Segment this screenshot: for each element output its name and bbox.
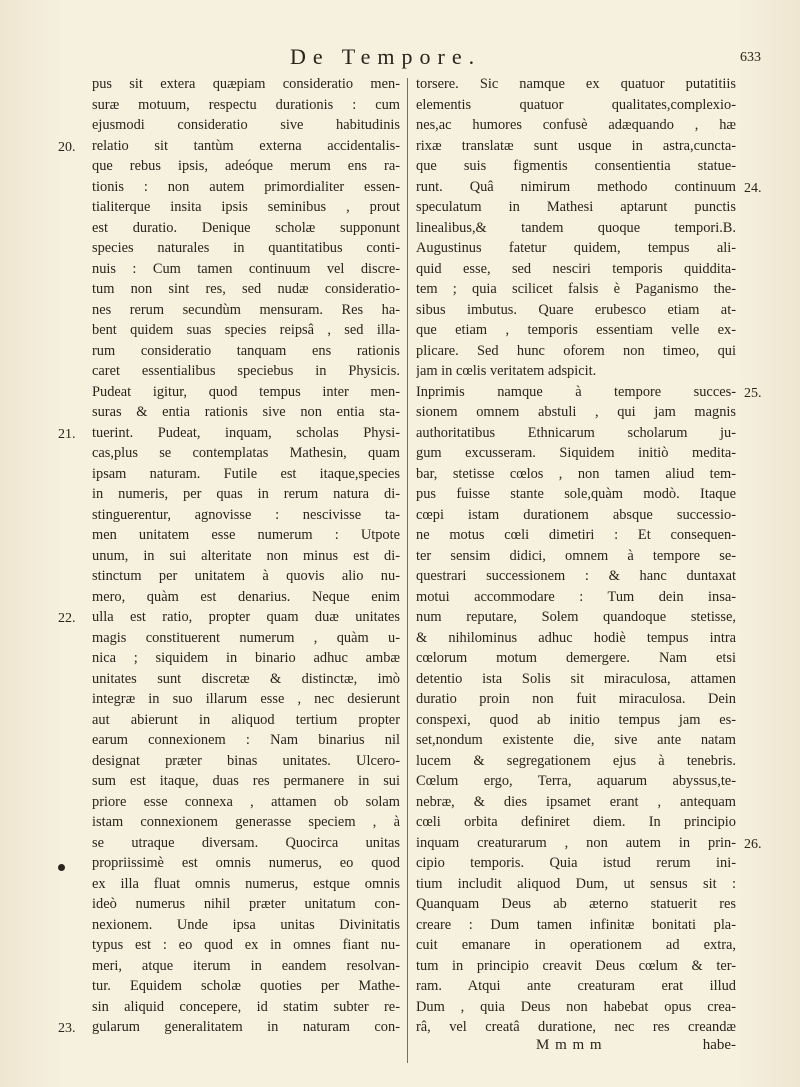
left-column-line: se utraque diversam. Quocirca unitas — [92, 834, 400, 851]
right-column-line: cœlorum motum demergere. Nam etsi — [416, 650, 736, 666]
right-column-line: authoritatibus Ethnicarum scholarum ju- — [416, 424, 736, 441]
left-column-line: unum, in sui alteritate non minus est di- — [92, 547, 400, 564]
right-column-line: lucem & segregationem ejus à tenebris. — [416, 752, 736, 769]
right-column-line: Cœlum ergo, Terra, aquarum abyssus,te- — [416, 773, 736, 789]
left-column-line: in numeris, per quas in rerum natura di- — [92, 486, 400, 502]
right-column-line: plicare. Sed hunc oforem non timeo, qui — [416, 342, 736, 359]
left-column-line: suræ motuum, respectu durationis : cum — [92, 96, 400, 113]
right-column-line: bar, stetisse cœlos , non tamen aliud tem- — [416, 465, 736, 482]
left-column-line: nexionem. Unde ipsa unitas Divinitatis — [92, 916, 400, 933]
right-column-line: nebræ, & dies ipsamet erant , antequam — [416, 793, 736, 810]
right-column-line: ne motus cœli dimetiri : Et consequen- — [416, 527, 736, 543]
margin-number-22: 22. — [58, 611, 76, 626]
left-text-column — [92, 74, 400, 1038]
left-column-line: nuis : Cum tamen continuum vel discre- — [92, 260, 400, 277]
right-text-column — [416, 74, 736, 1038]
right-column-line: duratio proin non fuit miraculosa. Dein — [416, 691, 736, 707]
right-column-line: cœpi istam durationem absque successio- — [416, 506, 736, 523]
right-column-line: Quanquam Deus ab æterno statuerit res — [416, 896, 736, 912]
right-column-line: tum in principio creavit Deus cœlum & ter- — [416, 957, 736, 974]
right-column-line: inquam creaturarum , non autem in prin- — [416, 834, 736, 851]
column-divider — [407, 78, 408, 1063]
right-column-line: sionem omnem abstuli , qui jam magnis — [416, 404, 736, 420]
right-column-line: Inprimis namque à tempore succes- — [416, 383, 736, 400]
left-column-line: magis constituerent numerum , quàm u- — [92, 629, 400, 646]
right-column-line: gum excusseram. Siquidem initiò medita- — [416, 445, 736, 461]
right-column-line: quid esse, sed nesciri temporis quiddita- — [416, 260, 736, 277]
right-column-line: jam in cœlis veritatem adspicit. — [416, 363, 597, 379]
left-column-line: caret essentialibus speciebus in Physicis. — [92, 363, 400, 379]
left-column-line: tur. Equidem scholæ quoties per Mathe- — [92, 978, 400, 994]
left-column-line: suras & entia rationis sive non entia sta- — [92, 404, 400, 420]
right-column-line: elementis quatuor qualitates,complexio- — [416, 96, 736, 113]
margin-number-24: 24. — [744, 181, 762, 196]
left-column-line: tialiterque insita ipsis seminibus , prout — [92, 199, 400, 215]
signature-mark: M m m m — [536, 1037, 603, 1053]
right-column-line: tium includit aliquod Dum, ut sensus sit : — [416, 875, 736, 892]
right-column-line: cipio temporis. Quia istud rerum ini- — [416, 855, 736, 871]
right-column-line: tem ; quia scilicet falsis è Paganismo the- — [416, 281, 736, 297]
left-column-line: ulla est ratio, propter quam duæ unitates — [92, 609, 400, 625]
right-column-line: ter sensim didici, omnem à tempore se- — [416, 547, 736, 564]
margin-number-20: 20. — [58, 140, 76, 155]
running-title: De Tempore. — [290, 44, 482, 69]
right-column-line: pus fuisse stante sole,quàm modò. Itaque — [416, 486, 736, 502]
margin-number-25: 25. — [744, 386, 762, 401]
right-column-line: detentio ista Solis sit miraculosa, attamen — [416, 670, 736, 687]
left-column-line: mero, quàm est denarius. Neque enim — [92, 588, 400, 605]
right-column-line: torsere. Sic namque ex quatuor putatitiis — [416, 76, 736, 92]
right-column-line: motui accommodare : Tum dein insa- — [416, 588, 736, 605]
right-column-line: que suis figmentis consentientia statue- — [416, 158, 736, 174]
right-column-line: questrari successionem : & hanc duntaxat — [416, 568, 736, 584]
left-column-line: men unitatem esse numerum : Utpote — [92, 527, 400, 543]
right-column-line: linealibus,& tandem quoque tempori.B. — [416, 219, 736, 236]
left-column-line: pus sit extera quæpiam consideratio men- — [92, 76, 400, 92]
left-column-line: cas,plus se contemplatas Mathesin, quam — [92, 445, 400, 461]
left-column-line: meri, atque iterum in eandem resolvan- — [92, 957, 400, 974]
left-column-line: aut abierunt in aliquod tertium propter — [92, 711, 400, 728]
ink-blot — [58, 864, 65, 871]
left-column-line: bent quidem suas species reipsâ , sed illa- — [92, 322, 400, 338]
right-column-line: ram. Atqui ante creaturam erat illud — [416, 978, 736, 994]
left-column-line: earum connexionem : Nam binarius nil — [92, 732, 400, 748]
right-column-line: nes,ac humores confusè adæquando , hæ — [416, 117, 736, 133]
left-column-line: ipsam naturam. Futile est itaque,species — [92, 465, 400, 482]
left-column-line: gularum generalitatem in naturam con- — [92, 1019, 400, 1035]
left-column-line: rum consideratio tanquam ens rationis — [92, 342, 400, 359]
left-column-line: nes rerum secundùm mensuram. Res ha- — [92, 301, 400, 318]
right-column-line: que etiam , temporis essentiam velle ex- — [416, 322, 736, 338]
left-column-line: nica ; siquidem in binario adhuc ambæ — [92, 650, 400, 666]
margin-number-21: 21. — [58, 427, 76, 442]
catchword-line — [416, 1037, 736, 1059]
right-column-line: runt. Quâ nimirum methodo continuum — [416, 178, 736, 195]
left-column-line: istam connexionem generasse speciem , à — [92, 814, 400, 830]
left-column-line: typus est : eo quod ex in omnes fiant nu- — [92, 937, 400, 953]
right-column-line: num reputare, Solem quandoque stetisse, — [416, 609, 736, 625]
left-column-line: tuerint. Pudeat, inquam, scholas Physi- — [92, 424, 400, 441]
margin-number-23: 23. — [58, 1021, 76, 1036]
right-column-line: conspexi, quod ab initio tempus jam es- — [416, 711, 736, 728]
margin-number-26: 26. — [744, 837, 762, 852]
right-column-line: Dum , quia Deus non habebat opus crea- — [416, 998, 736, 1015]
left-column-line: sum est itaque, duas res permanere in sui — [92, 773, 400, 789]
right-column-line: râ, vel creatâ duratione, nec res creandæ — [416, 1019, 736, 1035]
left-column-line: sin aliquid concepere, id statim subter re- — [92, 998, 400, 1015]
right-column-line: rixæ translatæ sunt usque in astra,cuncta- — [416, 137, 736, 154]
left-column-line: relatio sit tantùm externa accidentalis- — [92, 137, 400, 154]
left-column-line: unitates sunt discretæ & distinctæ, imò — [92, 670, 400, 687]
right-column-line: & nihilominus adhuc hodiè tempus intra — [416, 629, 736, 646]
left-column-line: tionis : non autem primordialiter essen- — [92, 178, 400, 195]
right-column-line: speculatum in Mathesi aptarunt punctis — [416, 199, 736, 215]
left-column-line: est duratio. Denique scholæ supponunt — [92, 219, 400, 236]
left-column-line: designat præter binas unitates. Ulcero- — [92, 752, 400, 769]
left-column-line: tum non sint res, sed nudæ consideratio- — [92, 281, 400, 297]
right-column-line: cœli orbita definiret diem. In principio — [416, 814, 736, 830]
left-column-line: integræ in suo illarum esse , nec desierunt — [92, 691, 400, 707]
page-number: 633 — [740, 50, 761, 65]
right-column-line: sibus imbutus. Quare erubesco etiam at- — [416, 301, 736, 318]
left-column-line: stinguerentur, agnovisse : nescivisse ta- — [92, 506, 400, 523]
left-column-line: ex illa fluat omnis numerus, estque omnis — [92, 875, 400, 892]
right-column-line: set,nondum existente die, sive ante natam — [416, 732, 736, 748]
right-column-line: cuit emanare in operationem ad extra, — [416, 937, 736, 953]
left-column-line: Pudeat igitur, quod tempus inter men- — [92, 383, 400, 400]
left-column-line: species naturales in quantitatibus conti- — [92, 240, 400, 256]
left-column-line: stinctum per unitatem à quovis alio nu- — [92, 568, 400, 584]
left-column-line: que rebus ipsis, adeóque merum ens ra- — [92, 158, 400, 174]
catchword: habe- — [702, 1037, 736, 1053]
left-column-line: propriissimè est omnis numerus, eo quod — [92, 855, 400, 871]
left-column-line: ejusmodi consideratio sive habitudinis — [92, 117, 400, 133]
right-column-line: Augustinus fatetur quidem, tempus ali- — [416, 240, 736, 256]
page-header — [0, 44, 800, 74]
left-column-line: priore esse connexa , attamen ob solam — [92, 793, 400, 810]
right-column-line: creare : Dum tamen infinitæ bonitati pla- — [416, 916, 736, 933]
left-column-line: ideò numerus nihil præter unitatum con- — [92, 896, 400, 912]
